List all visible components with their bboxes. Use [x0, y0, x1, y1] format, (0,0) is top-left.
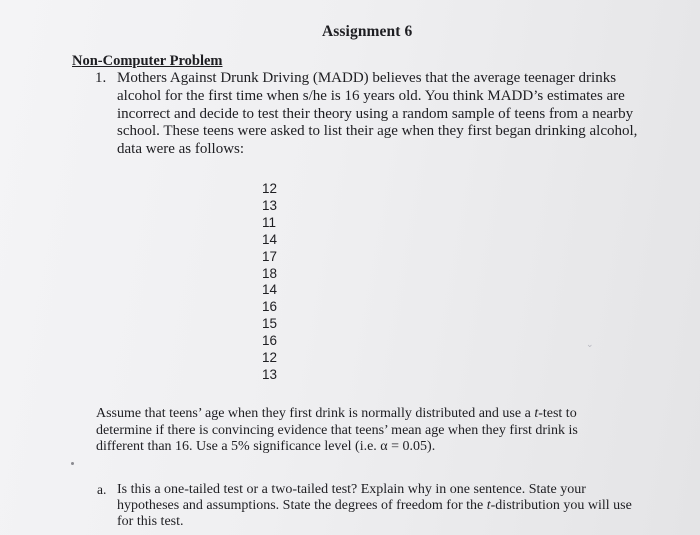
age-value: 16 [262, 333, 278, 349]
part-a-text-end: -distribution you will use for this test. [117, 498, 632, 529]
pen-mark: ⌄ [586, 340, 594, 350]
t-symbol: t [486, 498, 491, 513]
question-text: Mothers Against Drunk Driving (MADD) believes that the average teenager drinks alcohol for the first time when s/he is 16 years old. You think MADD’s estimates are incorrect and decide to test their theory using a random sample of teens from a nearby school. These teens were asked to list their age when they first began drinking alcohol, data were as follows: [117, 70, 638, 158]
page-title: Assignment 6 [322, 23, 413, 40]
age-value: 11 [262, 214, 277, 230]
assumption-text-start: Assume that teens’ age when they first drink is normally distributed and use a [96, 406, 535, 421]
question-number: 1. [95, 70, 107, 86]
age-value: 15 [262, 316, 278, 332]
assumption-text-end: -test to determine if there is convincing evidence that teens’ mean age when they first drink is different than 16. Use a 5% significance level (i.e. α = 0.05). [96, 406, 578, 454]
part-a-text [117, 482, 632, 530]
part-a-label: a. [97, 482, 107, 497]
age-value: 18 [262, 265, 278, 281]
assumption-paragraph [96, 406, 611, 456]
age-value: 14 [262, 282, 278, 298]
t-symbol: t [534, 406, 539, 421]
age-value: 14 [262, 231, 278, 247]
age-value: 17 [262, 248, 278, 264]
age-data-list [262, 181, 277, 384]
age-value: 13 [262, 197, 278, 213]
stray-dot [71, 462, 74, 465]
age-value: 12 [262, 350, 278, 366]
part-a-text-start: Is this a one-tailed test or a two-tailed test? Explain why in one sentence. State your hypotheses and assumptions. State the degrees of freedom for the [117, 482, 586, 513]
age-value: 13 [262, 366, 278, 382]
section-heading: Non-Computer Problem [72, 53, 223, 69]
age-value: 12 [262, 181, 278, 196]
age-value: 16 [262, 299, 278, 315]
